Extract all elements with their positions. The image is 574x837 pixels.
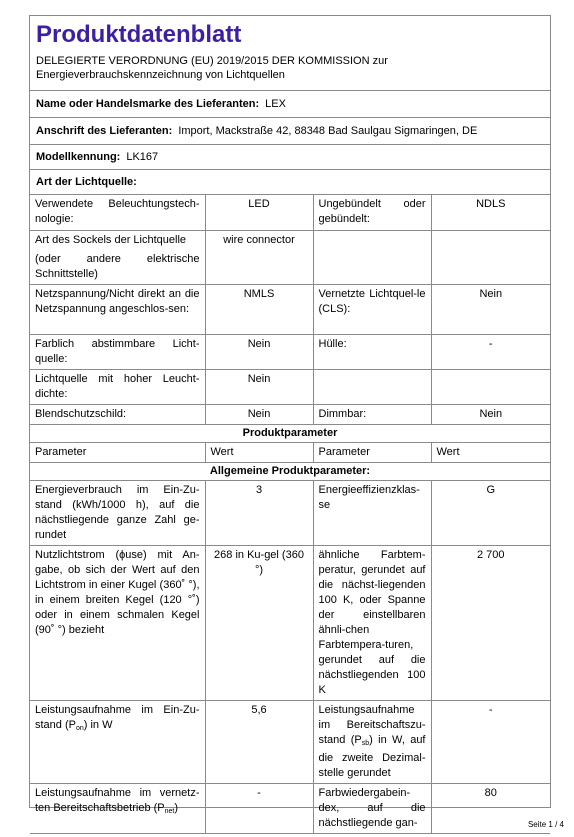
empty-cell [313, 231, 431, 285]
directional-value: NDLS [431, 195, 550, 231]
directional-label: Ungebündelt oder gebündelt: [313, 195, 431, 231]
color-temperature-label: ähnliche Farbtem-peratur, gerundet auf die nächst-liegenden 100 K, oder Spanne der einstellbaren ähnli-chen Farbtempera-turen, gerundet auf die nächstliegenden 100 K [313, 546, 431, 701]
param-header-value: Wert [205, 443, 313, 463]
envelope-label: Hülle: [313, 335, 431, 370]
luminous-flux-value: 268 in Ku-gel (360 °) [205, 546, 313, 701]
on-mode-power-value: 5,6 [205, 701, 313, 784]
tech-value: LED [205, 195, 313, 231]
section-heading-row [30, 463, 550, 481]
standby-power-label: Leistungsaufnahme im Bereitschaftszu-stand $(P_{sb})$ in W, auf die zweite Dezimal-stelle gerundet [313, 701, 431, 784]
cap-label-line: Art des Sockels der Lichtquelle [35, 234, 187, 246]
mains-label: Netzspannung/Nicht direkt an die Netzspannung angeschlos-sen: [30, 285, 205, 335]
param-header-parameter: Parameter [30, 443, 205, 463]
energy-class-value: G [431, 481, 550, 546]
light-source-table [30, 194, 550, 834]
cri-label: Farbwiedergabein-dex, auf die nächstliegende gan- [313, 784, 431, 834]
cap-value: wire connector [205, 231, 313, 285]
light-type-label: Art der Lichtquelle: [36, 176, 137, 188]
regulation-intro: DELEGIERTE VERORDNUNG (EU) 2019/2015 DER KOMMISSION zur Energieverbrauchskennzeichnung von Lichtquellen [36, 55, 388, 81]
dimmable-value: Nein [431, 405, 550, 425]
high-luminance-value: Nein [205, 370, 313, 405]
empty-cell [431, 231, 550, 285]
table-row [30, 285, 550, 335]
energy-consumption-value: 3 [205, 481, 313, 546]
light-type-row [30, 169, 550, 194]
model-value: LK167 [126, 151, 159, 163]
anti-glare-value: Nein [205, 405, 313, 425]
product-params-heading: Produktparameter [30, 425, 550, 443]
mains-value: NMLS [205, 285, 313, 335]
supplier-address-row [30, 117, 550, 144]
table-row [30, 195, 550, 231]
connected-value: Nein [431, 285, 550, 335]
param-header-row [30, 443, 550, 463]
param-header-value: Wert [431, 443, 550, 463]
energy-class-label: Energieeffizienzklas-se [313, 481, 431, 546]
table-row [30, 370, 550, 405]
tech-label: Verwendete Beleuchtungstech-nologie: [30, 195, 205, 231]
cap-label-note: (oder andere elektrische Schnittstelle) [35, 253, 200, 280]
tunable-value: Nein [205, 335, 313, 370]
networked-standby-label: Leistungsaufnahme im vernetz-ten Bereitschaftsbetrieb $(P_{net})$ [30, 784, 205, 834]
supplier-name-label: Name oder Handelsmarke des Lieferanten: [36, 98, 260, 110]
cap-label [30, 231, 205, 285]
table-row [30, 335, 550, 370]
on-mode-power-label: Leistungsaufnahme im Ein-Zu-stand $(P_{on})$ in W [30, 701, 205, 784]
luminous-flux-label: Nutzlichtstrom (ϕuse) mit An-gabe, ob sich der Wert auf den Lichtstrom in einer Kugel (360˚ °), in einem breiten Kegel (120 °˚) oder in einem schmalen Kegel (90˚ °) bezieht [30, 546, 205, 701]
networked-standby-value: - [205, 784, 313, 834]
tunable-label: Farblich abstimmbare Licht-quelle: [30, 335, 205, 370]
table-row [30, 231, 550, 285]
section-heading-row [30, 425, 550, 443]
high-luminance-label: Lichtquelle mit hoher Leucht-dichte: [30, 370, 205, 405]
color-temperature-value: 2 700 [431, 546, 550, 701]
empty-cell [431, 370, 550, 405]
supplier-name-row [30, 90, 550, 117]
empty-cell [313, 370, 431, 405]
table-row [30, 481, 550, 546]
supplier-address-value: Import, Mackstraße 42, 88348 Bad Saulgau Sigmaringen, DE [178, 125, 478, 137]
dimmable-label: Dimmbar: [313, 405, 431, 425]
energy-consumption-label: Energieverbrauch im Ein-Zu-stand (kWh/1000 h), auf die nächstliegende ganze Zahl ge-rundet [30, 481, 205, 546]
cri-value: 80 [431, 784, 550, 834]
table-row [30, 405, 550, 425]
table-row [30, 546, 550, 701]
document-title: Produktdatenblatt [36, 21, 242, 48]
model-label: Modellkennung: [36, 151, 121, 163]
anti-glare-label: Blendschutzschild: [30, 405, 205, 425]
param-header-parameter: Parameter [313, 443, 431, 463]
standby-power-value: - [431, 701, 550, 784]
table-row [30, 784, 550, 834]
envelope-value: - [431, 335, 550, 370]
connected-label: Vernetzte Lichtquel-le (CLS): [313, 285, 431, 335]
supplier-name-value: LEX [265, 98, 286, 110]
page-number: Seite 1 / 4 [527, 820, 564, 829]
supplier-address-label: Anschrift des Lieferanten: [36, 125, 173, 137]
general-params-heading: Allgemeine Produktparameter: [30, 463, 550, 481]
table-row [30, 701, 550, 784]
model-row [30, 144, 550, 169]
